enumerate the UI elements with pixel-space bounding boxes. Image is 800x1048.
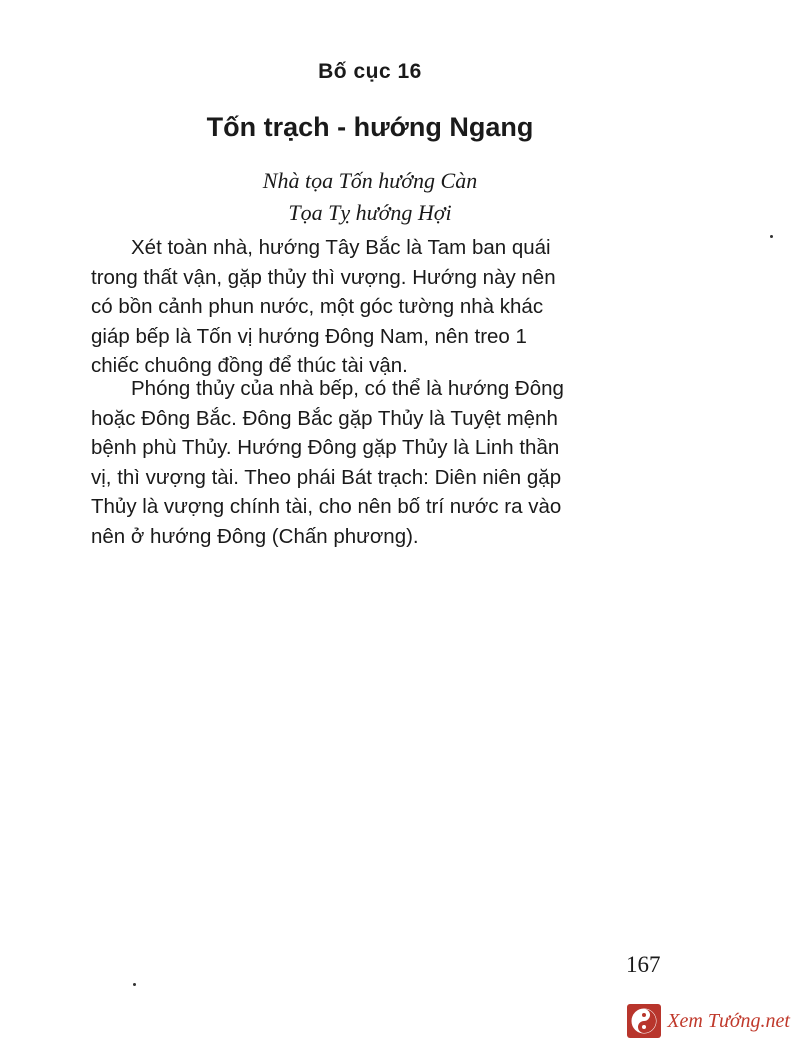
section-label: Bố cục 16 [318, 60, 422, 83]
paragraph-line: bệnh phù Thủy. Hướng Đông gặp Thủy là Linh thần [91, 436, 560, 460]
subtitle-line-2: Tọa Tỵ hướng Hợi [288, 200, 452, 225]
paragraph-line: Phóng thủy của nhà bếp, có thể là hướng Đông [131, 377, 564, 400]
paragraph-line: vị, thì vượng tài. Theo phái Bát trạch: Diên niên gặp [91, 465, 562, 489]
paragraph-line: nên ở hướng Đông (Chấn phương). [91, 524, 419, 548]
paragraph-line: có bồn cảnh phun nước, một góc tường nhà khác [91, 295, 544, 319]
paragraph-2 [91, 374, 666, 552]
subtitle-line-1: Nhà tọa Tốn hướng Càn [262, 168, 478, 193]
chapter-title: Tốn trạch - hướng Ngang [206, 112, 534, 142]
watermark-text: Xem Tướng.net [667, 1009, 790, 1032]
scan-speck [770, 235, 773, 238]
paragraph-line: Thủy là vượng chính tài, cho nên bố trí nước ra vào [91, 495, 562, 519]
paragraph-line: trong thất vận, gặp thủy thì vượng. Hướng này nên [91, 265, 556, 289]
watermark [627, 1004, 790, 1038]
paragraph-line: Xét toàn nhà, hướng Tây Bắc là Tam ban quái [131, 236, 551, 259]
yin-yang-icon [627, 1004, 661, 1038]
paragraph-1 [91, 233, 666, 381]
paragraph-line: giáp bếp là Tốn vị hướng Đông Nam, nên treo 1 [91, 324, 527, 348]
paragraph-line: hoặc Đông Bắc. Đông Bắc gặp Thủy là Tuyệt mệnh [91, 406, 558, 430]
page-number: 167 [626, 952, 661, 977]
paragraph-line: chiếc chuông đồng để thúc tài vận. [91, 354, 408, 378]
scan-speck [133, 983, 136, 986]
